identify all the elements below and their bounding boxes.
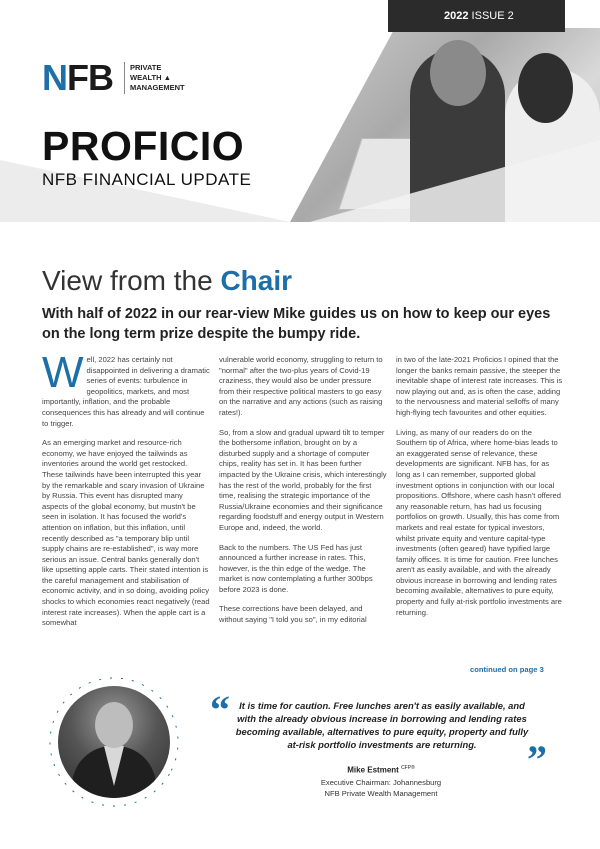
article-column-1	[42, 348, 210, 638]
logo-subtitle: PRIVATE WEALTH ▲ MANAGEMENT	[130, 63, 185, 92]
masthead-title: PROFICIO	[42, 123, 245, 169]
issue-badge: 2022 ISSUE 2	[388, 0, 565, 32]
masthead-subtitle: NFB FINANCIAL UPDATE	[42, 170, 252, 189]
article-lead: With half of 2022 in our rear-view Mike guides us on how to keep our eyes on the long term prize despite the bumpy ride.	[42, 306, 551, 342]
paragraph: These corrections have been delayed, and without saying "I told you so", in my editorial	[219, 604, 367, 625]
continued-link[interactable]: continued on page 3	[470, 665, 544, 674]
pull-quote: It is time for caution. Free lunches aren't as easily available, and with the already obvious increase in borrowing and lending rates becoming available, alternatives to pure equity, property and fully at-risk portfolio investments are returning.	[235, 700, 529, 750]
quote-author-role: Executive Chairman: Johannesburg NFB Private Wealth Management	[320, 778, 442, 798]
quote-close-icon: ”	[527, 737, 547, 782]
hero-banner: 2022 ISSUE 2 NFB PRIVATE WEALTH ▲ MANAGEMENT PROFICIO NFB FINANCIAL UPDATE	[0, 0, 600, 222]
drop-cap: W	[42, 348, 84, 397]
paragraph: So, from a slow and gradual upward tilt to temper the bothersome inflation, brought on by a disturbed supply and a shortage of computer chips, reality has set in. It has been further impacted by the Ukraine crisis, which interestingly has the rest of the world, probably for the first time, realising the strategic importance of the Russia/Ukraine economies and their significance regarding foodstuff and energy output in Western Europe and, indeed, the world.	[219, 427, 387, 532]
article-column-3	[396, 355, 564, 627]
quote-open-icon: “	[210, 687, 230, 732]
author-portrait	[58, 686, 170, 798]
paragraph: Back to the numbers. The US Fed has just announced a further increase in rates. This, however, is the thin edge of the wedge. The market is now contemplating a further 300bps before 2023 is done.	[219, 542, 373, 594]
paragraph: As an emerging market and resource-rich economy, we have enjoyed the tailwinds as inventories around the world get restocked. These tailwinds have been interrupted this year by the remarkable and scary invasion of Ukraine by Russia. This event has disrupted many aspects of the global economy, but mustn't be seen in isolation. It has focused the world's attention on inflation, but this inflation, until recently described as "a temporary blip until supply chains are re-established", is way more serious an issue. Central banks generally don't like upsetting apple carts. Their stated intention is the careful management and stabilisation of economic activity, and in so doing, avoiding policy shocks to which economies react negatively (read interest rate increases). When the apple cart is a somewhat	[42, 438, 210, 628]
paragraph: vulnerable world economy, struggling to return to "normal" after the two-plus years of Covid-19 craziness, they would also be under pressure from their respective political masters to go easy on the narrative and any actions (such as raising rates!).	[219, 355, 383, 417]
quote-author: Mike Estment $^{CFP®}$	[347, 765, 415, 775]
article-title: View from the Chair	[42, 265, 293, 296]
article-column-2	[219, 355, 387, 635]
paragraph: Well, 2022 has certainly not disappointed in delivering a dramatic series of events: turbulence in geopolitics, markets, and most importantly, inflation, and the probable consequences this has already and will continue to trigger.	[42, 348, 210, 428]
paragraph: in two of the late-2021 Proficios I opined that the longer the banks remain passive, the steeper the inevitable shape of interest rate increases. This is now playing out and, as is often the case, adding to the nervousness and material selloffs of many high-flying tech favourites and other equities.	[396, 355, 563, 417]
paragraph: Living, as many of our readers do on the Southern tip of Africa, where home-bias leads to an exaggerated sense of relevance, these developments are significant. NFB has, for as long as I can remember, supported global investment options in conjunction with our local propositions. Offshore, where cash hasn't offered any reasonable return, has had us focusing portfolios on growth. Usually, this has come from markets and real estate for typical investors, whilst private equity and venture capital-type investments (often geared) have typified large family offices. It is time for caution. Free lunches aren't as easily available, and with the already obvious increase in borrowing and lending rates becoming available, alternatives to pure equity, property and fully at-risk portfolio investments are returning.	[396, 427, 562, 617]
